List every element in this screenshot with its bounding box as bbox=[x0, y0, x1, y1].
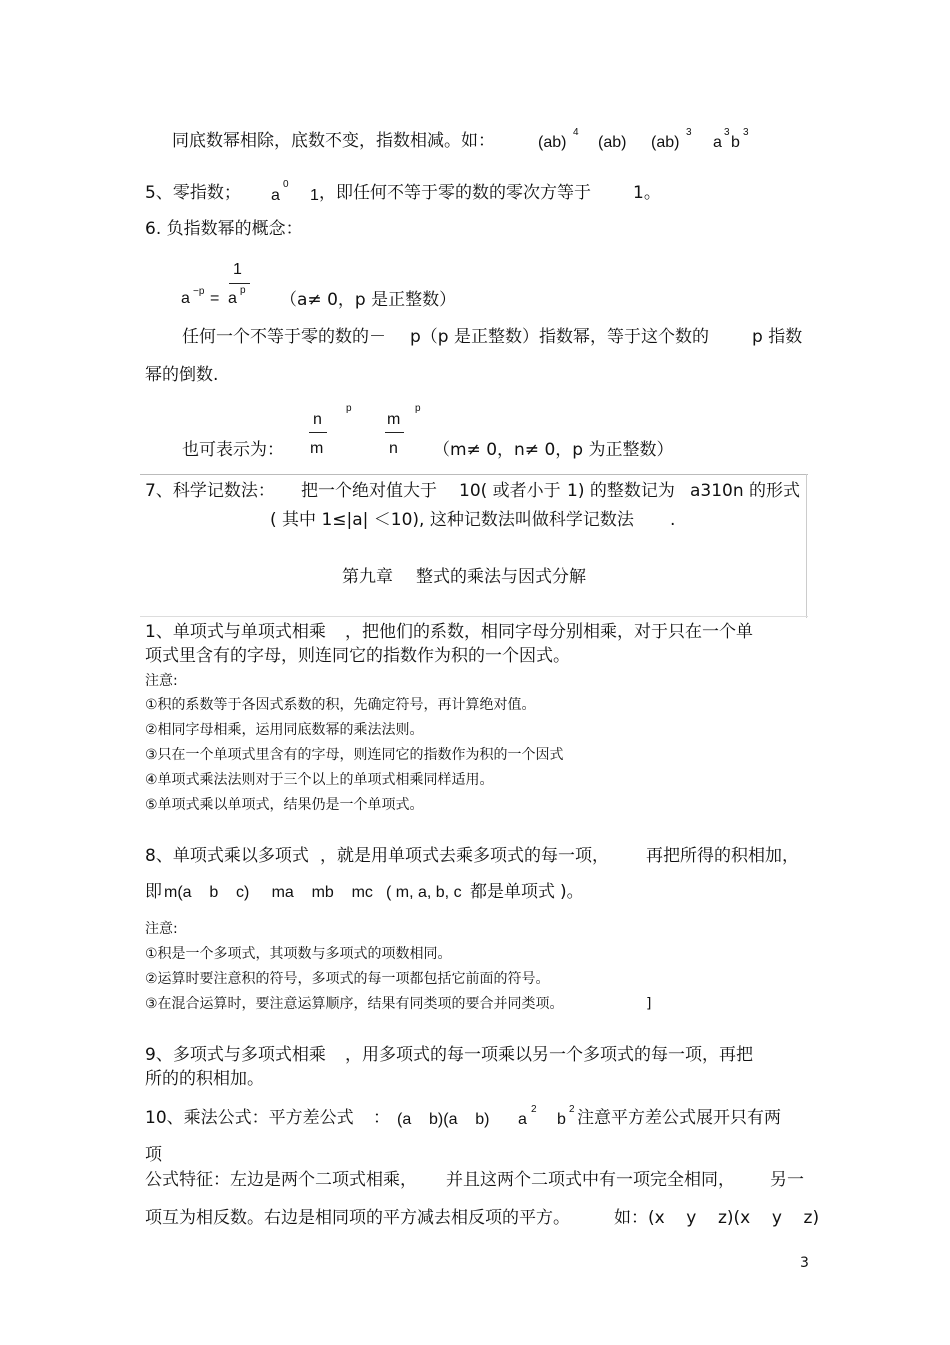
example-b: b bbox=[731, 134, 740, 151]
alt-frac2-den: n bbox=[389, 440, 398, 457]
item10-b: b bbox=[557, 1111, 566, 1128]
item7-l2: ( 其中 1≤|a| ＜10), 这种记数法叫做科学记数法 bbox=[270, 510, 634, 530]
item1-note-1: ①积的系数等于各因式系数的积，先确定符号，再计算绝对值。 bbox=[145, 697, 536, 713]
item8-l2a: 即 bbox=[145, 882, 162, 902]
alt-frac2-num: m bbox=[387, 411, 401, 428]
item5-base: a bbox=[271, 187, 280, 204]
item1-note-4: ④单项式乘法法则对于三个以上的单项式相乘同样适用。 bbox=[145, 772, 494, 788]
item10-a: a bbox=[518, 1111, 527, 1128]
item8-l1c: 再把所得的积相加， bbox=[646, 846, 799, 866]
alt-cond: （m≠ 0，n≠ 0，p 为正整数） bbox=[433, 440, 674, 460]
alt-frac1-num: n bbox=[313, 411, 322, 428]
item7-label: 7、科学记数法： bbox=[145, 481, 275, 501]
item6-lhs-base: a bbox=[181, 290, 190, 307]
item5-end: 1。 bbox=[633, 183, 661, 203]
alt-label: 也可表示为： bbox=[182, 440, 284, 460]
item1-note-3: ③只在一个单项式里含有的字母，则连同它的指数作为积的一个因式 bbox=[145, 747, 564, 763]
item10-formula: (a b)(a b) bbox=[397, 1111, 490, 1128]
item8-bracket: ] bbox=[646, 996, 652, 1012]
item10-l4b: 如：(x y z)(x y z) bbox=[614, 1208, 820, 1228]
alt-frac1-den: m bbox=[310, 440, 324, 457]
item1-l1b: ，把他们的系数，相同字母分别相乘，对于只在一个单 bbox=[345, 622, 753, 642]
item1-note: 注意: bbox=[145, 673, 178, 689]
item8-l1b: ，就是用单项式去乘多项式的每一项， bbox=[320, 846, 609, 866]
item10-label: 10、乘法公式：平方差公式 bbox=[145, 1108, 354, 1128]
item6-cond: （a≠ 0，p 是正整数） bbox=[280, 290, 457, 310]
rule-divide-text: 同底数幂相除，底数不变，指数相减。如： bbox=[172, 131, 495, 151]
item6-frac-bar bbox=[229, 283, 250, 284]
item8-vars: ( m, a, b, c bbox=[386, 884, 462, 901]
item6-den-exp: p bbox=[240, 285, 246, 296]
page-number: 3 bbox=[800, 1255, 809, 1271]
item10-l3a: 公式特征：左边是两个二项式相乘， bbox=[145, 1170, 417, 1190]
item9-l1b: ，用多项式的每一项乘以另一个多项式的每一项，再把 bbox=[345, 1045, 753, 1065]
alt-frac2-exp: p bbox=[415, 403, 421, 414]
item9-label: 9、多项式与多项式相乘 bbox=[145, 1045, 326, 1065]
item7-box-right bbox=[806, 474, 807, 618]
example-exp-4: 4 bbox=[573, 127, 579, 138]
item10-l2: 项 bbox=[145, 1145, 162, 1165]
chapter-number: 第九章 bbox=[342, 567, 393, 587]
example-exp-b: 3 bbox=[743, 127, 749, 138]
item8-note-3: ③在混合运算时，要注意运算顺序，结果有同类项的要合并同类项。 bbox=[145, 996, 564, 1012]
item10-l3c: 另一 bbox=[770, 1170, 804, 1190]
item8-label: 8、单项式乘以多项式 bbox=[145, 846, 309, 866]
item5-exp: 0 bbox=[283, 179, 289, 190]
item8-formula: m(a b c) ma mb mc bbox=[164, 884, 373, 901]
item7-l2-end: . bbox=[670, 510, 676, 530]
alt-frac2-bar bbox=[385, 432, 404, 433]
item6-lhs-exp: −p bbox=[193, 286, 205, 297]
item1-label: 1、单项式与单项式相乘 bbox=[145, 622, 326, 642]
item7-box-top bbox=[140, 474, 808, 475]
item10-l1h: 注意平方差公式展开只有两 bbox=[577, 1108, 781, 1128]
item6-frac-num: 1 bbox=[233, 261, 242, 278]
item6-label: 6. 负指数幂的概念： bbox=[145, 219, 303, 239]
item5-text: ，即任何不等于零的数的零次方等于 bbox=[319, 183, 591, 203]
item7-l1e: a310n 的形式 bbox=[690, 481, 801, 501]
item8-note-1: ①积是一个多项式，其项数与多项式的项数相同。 bbox=[145, 946, 452, 962]
item7-l1c: 10( 或者小于 bbox=[459, 481, 561, 501]
item1-l2: 项式里含有的字母，则连同它的指数作为积的一个因式。 bbox=[145, 646, 570, 666]
item6-den-base: a bbox=[228, 290, 237, 307]
example-exp-3: 3 bbox=[686, 127, 692, 138]
item6-desc-1a: 任何一个不等于零的数的－ bbox=[182, 327, 386, 347]
item1-note-5: ⑤单项式乘以单项式，结果仍是一个单项式。 bbox=[145, 797, 424, 813]
item6-desc-1c: p 指数 bbox=[752, 327, 803, 347]
item10-b-exp: 2 bbox=[569, 1104, 575, 1115]
item8-note-2: ②运算时要注意积的符号，多项式的每一项都包括它前面的符号。 bbox=[145, 971, 550, 987]
item9-l2: 所的的积相加。 bbox=[145, 1069, 264, 1089]
item7-l1d: 1) 的整数记为 bbox=[567, 481, 675, 501]
item6-desc-2: 幂的倒数. bbox=[145, 365, 219, 385]
item10-colon: ： bbox=[373, 1108, 390, 1128]
example-ab-3: (ab) bbox=[651, 134, 680, 151]
item1-note-2: ②相同字母相乘，运用同底数幂的乘法法则。 bbox=[145, 722, 424, 738]
item10-l3b: 并且这两个二项式中有一项完全相同， bbox=[446, 1170, 735, 1190]
item10-l4a: 项互为相反数。右边是相同项的平方减去相反项的平方。 bbox=[145, 1208, 570, 1228]
item8-l2e: )。 bbox=[560, 882, 584, 902]
item5-value: 1 bbox=[310, 187, 319, 204]
item7-l1b: 把一个绝对值大于 bbox=[301, 481, 437, 501]
item10-a-exp: 2 bbox=[531, 1104, 537, 1115]
alt-frac1-exp: p bbox=[346, 403, 352, 414]
item8-l2d: 都是单项式 bbox=[470, 882, 555, 902]
example-ab-1: (ab) bbox=[538, 134, 567, 151]
alt-frac1-bar bbox=[309, 432, 327, 433]
item7-box-bottom bbox=[140, 616, 808, 617]
example-exp-a: 3 bbox=[724, 127, 730, 138]
item8-note: 注意: bbox=[145, 921, 178, 937]
example-a: a bbox=[713, 134, 722, 151]
item6-eq: = bbox=[210, 290, 220, 307]
item5-label: 5、零指数； bbox=[145, 183, 241, 203]
example-ab-2: (ab) bbox=[598, 134, 627, 151]
chapter-title: 整式的乘法与因式分解 bbox=[416, 567, 586, 587]
item6-desc-1b: p（p 是正整数）指数幂，等于这个数的 bbox=[410, 327, 709, 347]
